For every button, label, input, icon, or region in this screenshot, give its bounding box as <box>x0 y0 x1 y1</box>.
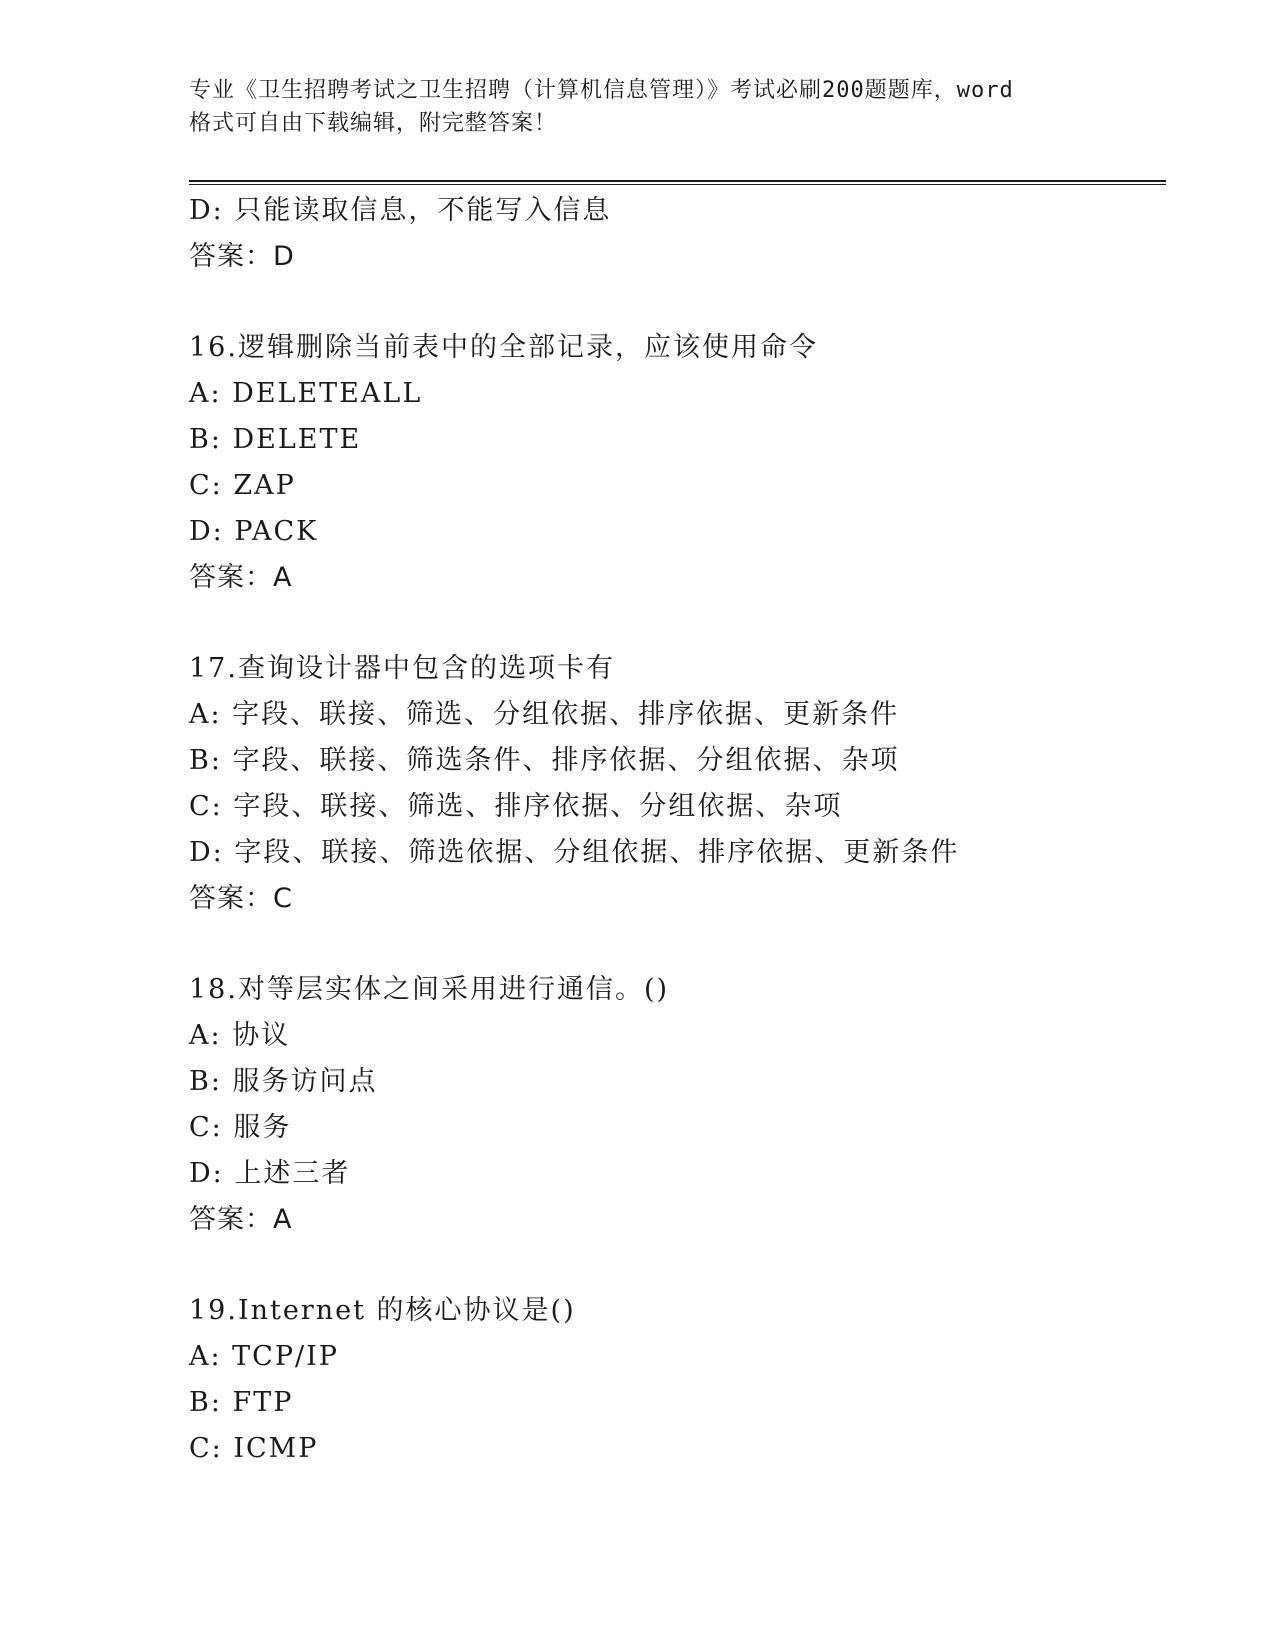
option-c: C: 字段、联接、筛选、排序依据、分组依据、杂项 <box>189 791 843 822</box>
answer-label: 答案：A <box>189 1204 293 1235</box>
spacer <box>189 922 1166 967</box>
question-list <box>189 188 1166 1472</box>
partial-question-15 <box>189 188 1166 280</box>
option-b: B: FTP <box>189 1387 294 1418</box>
question-18 <box>189 967 1166 1243</box>
spacer <box>189 601 1166 646</box>
option-b: B: 服务访问点 <box>189 1066 378 1097</box>
option-c: C: ZAP <box>189 470 296 501</box>
option-d: D: PACK <box>189 516 319 547</box>
option-d: D: 字段、联接、筛选依据、分组依据、排序依据、更新条件 <box>189 837 960 868</box>
question-19 <box>189 1288 1166 1472</box>
question-16 <box>189 325 1166 601</box>
question-stem: 17.查询设计器中包含的选项卡有 <box>189 653 615 684</box>
question-stem: 18.对等层实体之间采用进行通信。() <box>189 974 670 1005</box>
question-stem: 16.逻辑删除当前表中的全部记录，应该使用命令 <box>189 332 818 363</box>
option-b: B: 字段、联接、筛选条件、排序依据、分组依据、杂项 <box>189 745 900 776</box>
spacer <box>189 1243 1166 1288</box>
header-divider-thick <box>189 180 1166 182</box>
header-title-line-1: 专业《卫生招聘考试之卫生招聘（计算机信息管理）》考试必刷200题题库，word <box>189 78 1014 103</box>
option-d: D: 上述三者 <box>189 1158 351 1189</box>
option-a: A: DELETEALL <box>189 378 423 409</box>
question-17 <box>189 646 1166 922</box>
header-divider-thin <box>189 184 1166 185</box>
option-d: D: 只能读取信息，不能写入信息 <box>189 195 612 226</box>
option-c: C: ICMP <box>189 1433 319 1464</box>
spacer <box>189 280 1166 325</box>
document-header <box>189 74 1089 140</box>
answer-label: 答案：D <box>189 241 295 272</box>
answer-label: 答案：C <box>189 883 293 914</box>
option-a: A: 字段、联接、筛选、分组依据、排序依据、更新条件 <box>189 699 900 730</box>
option-c: C: 服务 <box>189 1112 292 1143</box>
option-a: A: TCP/IP <box>189 1341 339 1372</box>
answer-label: 答案：A <box>189 562 293 593</box>
question-stem: 19.Internet 的核心协议是() <box>189 1295 576 1326</box>
option-a: A: 协议 <box>189 1020 291 1051</box>
header-title-line-2: 格式可自由下载编辑，附完整答案！ <box>189 111 558 136</box>
option-b: B: DELETE <box>189 424 362 455</box>
